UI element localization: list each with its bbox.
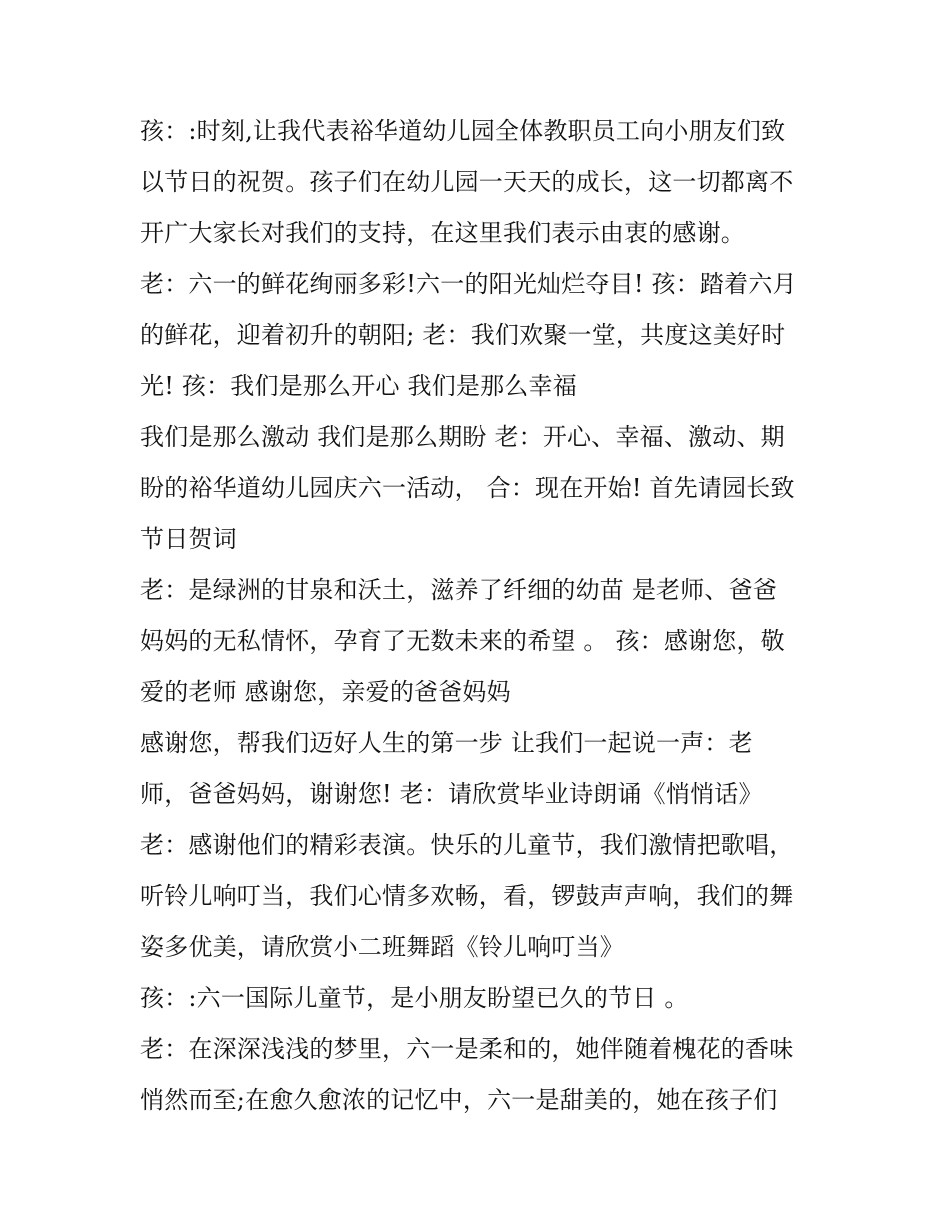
text-line-1: 孩：:时刻,让我代表裕华道幼儿园全体教职员工向小朋友们致 <box>140 117 786 145</box>
text-line-17: 姿多优美，请欣赏小二班舞蹈《铃儿响叮当》 <box>140 933 624 961</box>
text-line-15: 老：感谢他们的精彩表演。快乐的儿童节，我们激情把歌唱， <box>140 831 794 859</box>
text-line-6: 光! 孩：我们是那么开心 我们是那么幸福 <box>140 372 577 400</box>
text-line-7: 我们是那么激动 我们是那么期盼 老：开心、幸福、激动、期 <box>140 423 785 451</box>
text-line-13: 感谢您，帮我们迈好人生的第一步 让我们一起说一声：老 <box>140 729 753 757</box>
text-line-12: 爱的老师 感谢您，亲爱的爸爸妈妈 <box>140 678 511 706</box>
text-line-9: 节日贺词 <box>140 525 237 553</box>
text-line-2: 以节日的祝贺。孩子们在幼儿园一天天的成长，这一切都离不 <box>140 168 794 196</box>
text-line-11: 妈妈的无私情怀，孕育了无数未来的希望 。 孩：感谢您，敬 <box>140 627 785 655</box>
text-line-4: 老：六一的鲜花绚丽多彩!六一的阳光灿烂夺目! 孩：踏着六月 <box>140 270 797 298</box>
text-line-5: 的鲜花，迎着初升的朝阳; 老：我们欢聚一堂，共度这美好时 <box>140 321 786 349</box>
text-line-16: 听铃儿响叮当，我们心情多欢畅，看，锣鼓声声响，我们的舞 <box>140 882 794 910</box>
text-line-14: 师，爸爸妈妈，谢谢您! 老：请欣赏毕业诗朗诵《悄悄话》 <box>140 780 763 808</box>
text-line-20: 悄然而至;在愈久愈浓的记忆中，六一是甜美的，她在孩子们 <box>140 1086 778 1114</box>
text-line-8: 盼的裕华道幼儿园庆六一活动， 合：现在开始! 首先请园长致 <box>140 474 795 502</box>
text-line-19: 老：在深深浅浅的梦里，六一是柔和的，她伴随着槐花的香味 <box>140 1035 794 1063</box>
text-line-18: 孩：:六一国际儿童节，是小朋友盼望已久的节日 。 <box>140 984 689 1012</box>
document-body <box>140 106 820 1126</box>
text-line-10: 老：是绿洲的甘泉和沃土，滋养了纤细的幼苗 是老师、爸爸 <box>140 576 778 604</box>
text-line-3: 开广大家长对我们的支持，在这里我们表示由衷的感谢。 <box>140 219 745 247</box>
